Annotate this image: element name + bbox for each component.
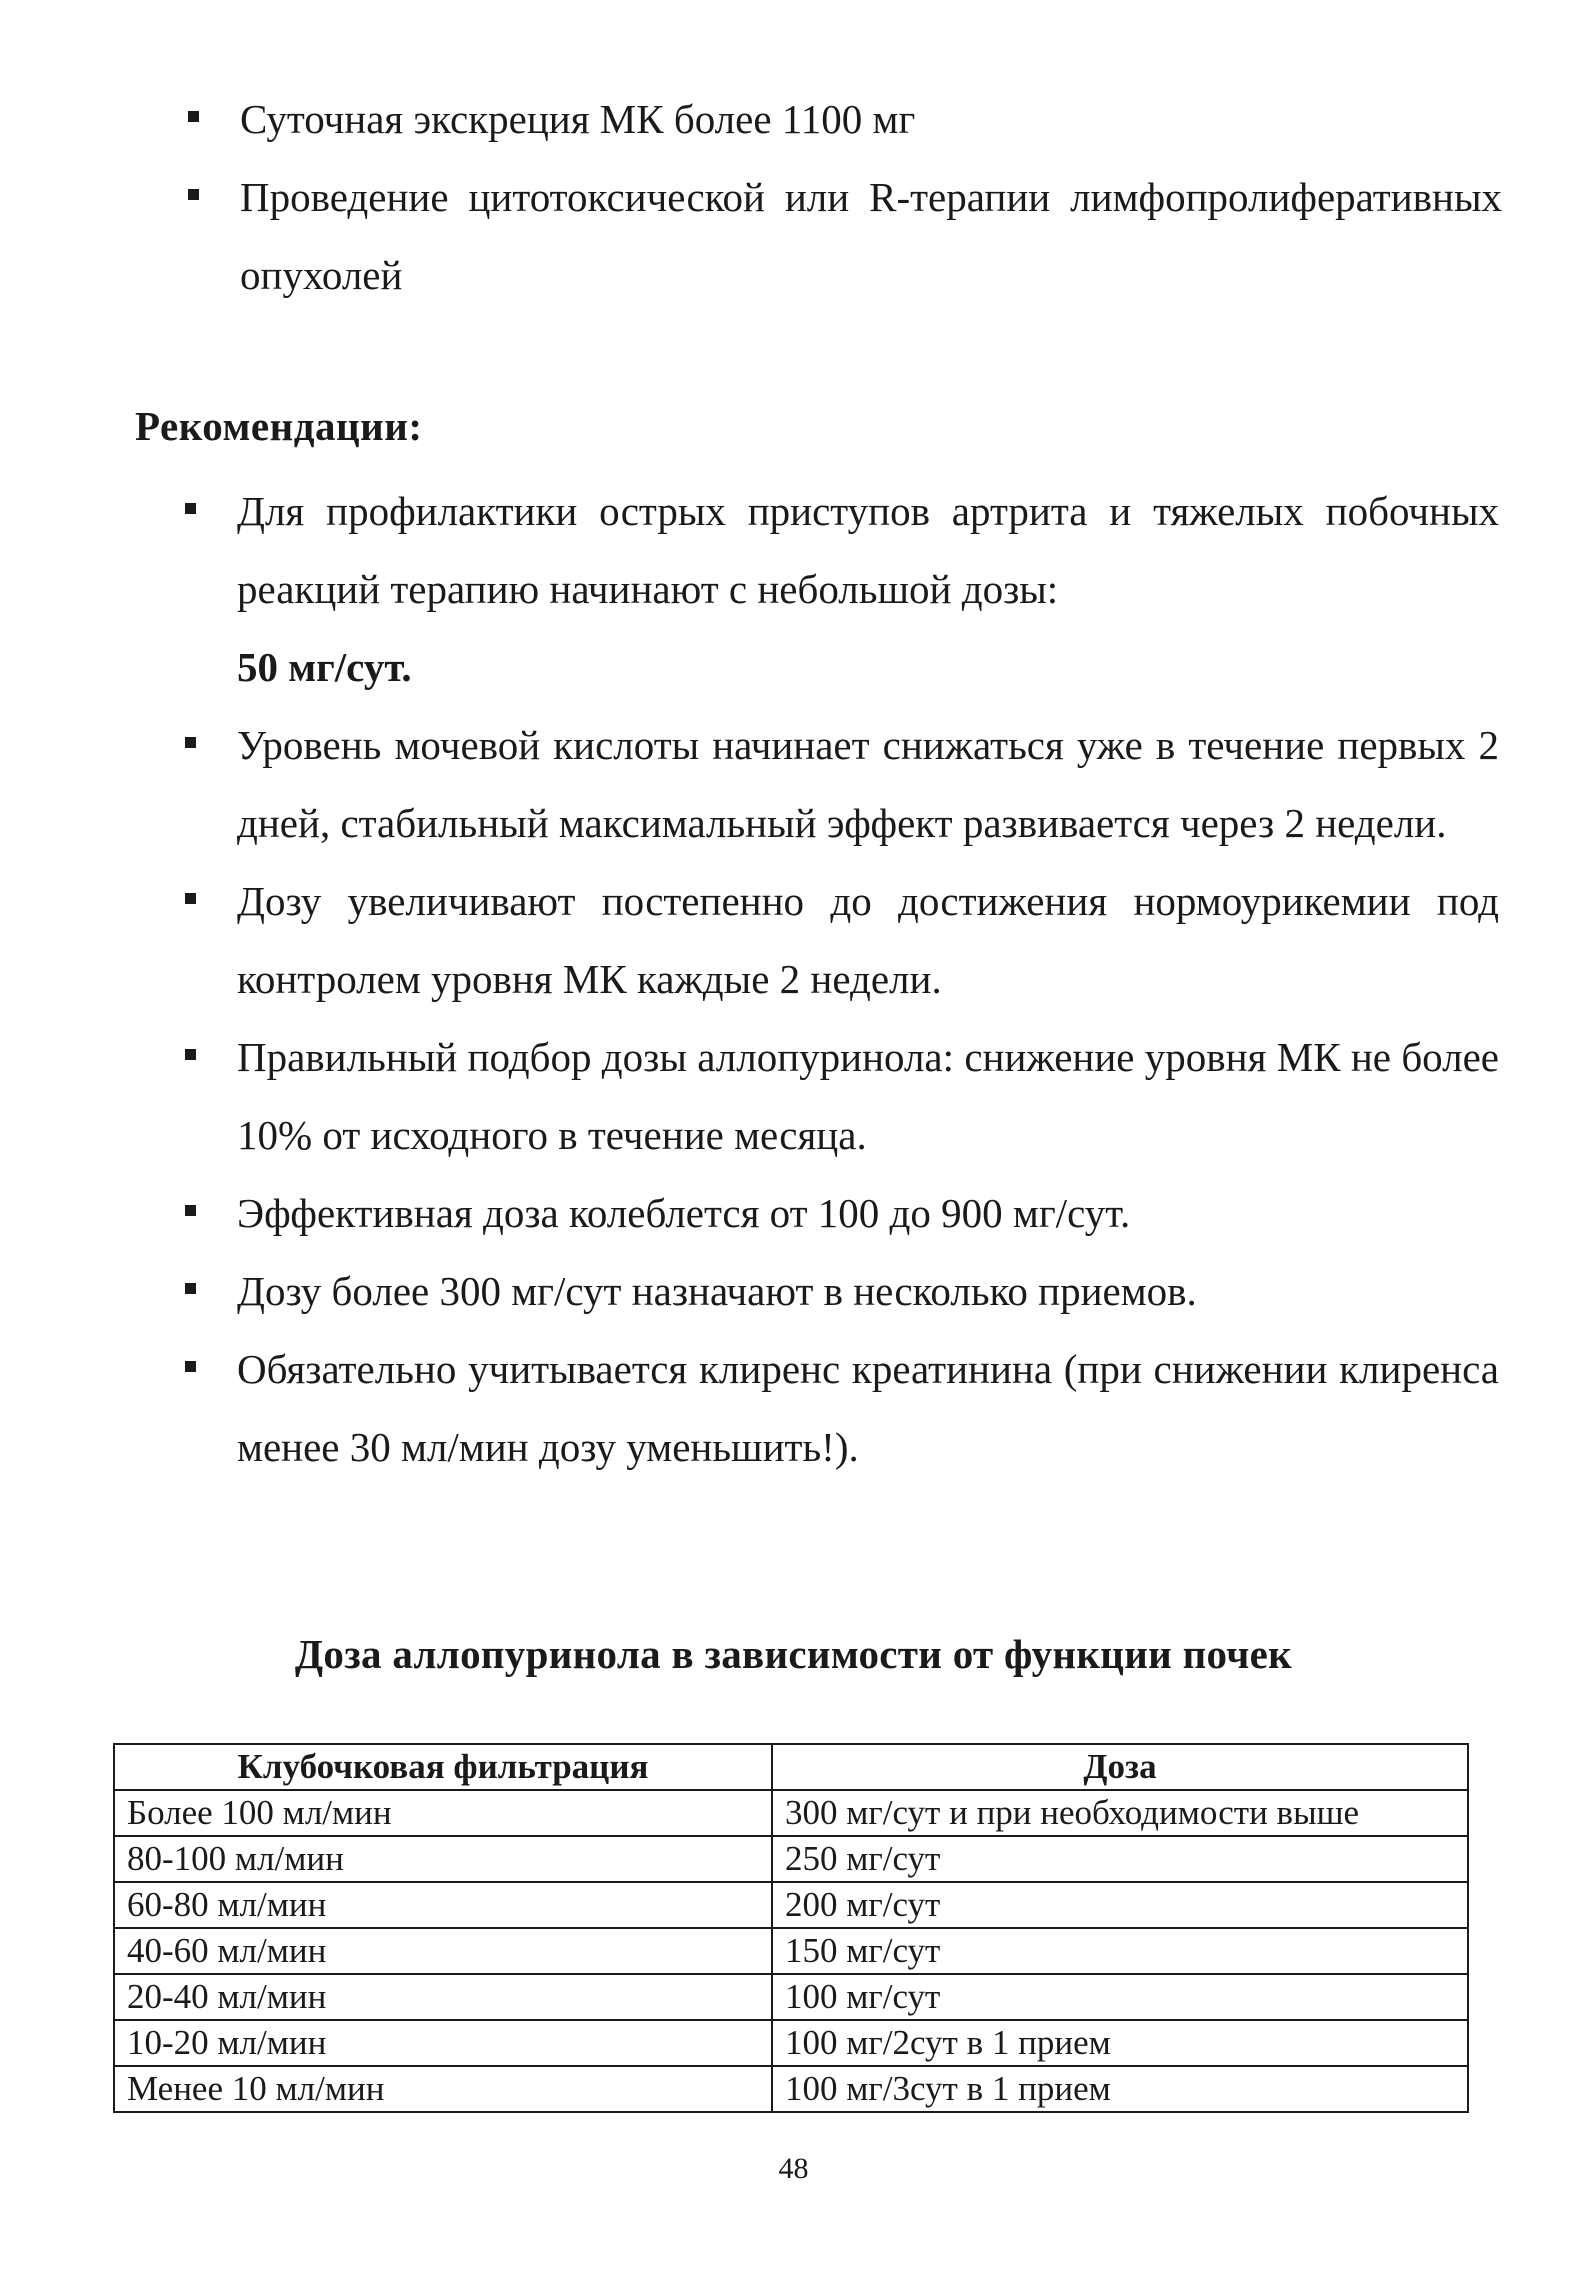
list-item [237, 1330, 1499, 1486]
filtration-cell: 80-100 мл/мин [114, 1836, 772, 1882]
table-row [114, 2020, 1468, 2066]
list-item [237, 862, 1499, 1018]
list-item [237, 1174, 1499, 1252]
bullet-square-icon [185, 1283, 196, 1294]
recommendations-list [237, 472, 1499, 1486]
filtration-cell: Менее 10 мл/мин [114, 2066, 772, 2112]
bullet-square-icon [188, 111, 199, 122]
dose-cell: 150 мг/сут [772, 1928, 1468, 1974]
bullet-text: Эффективная доза колеблется от 100 до 900 мг/сут. [237, 1190, 1131, 1236]
filtration-cell: 20-40 мл/мин [114, 1974, 772, 2020]
table-row [114, 1928, 1468, 1974]
table-row [114, 1882, 1468, 1928]
bullet-text: Суточная экскреция МК более 1100 мг [240, 96, 916, 142]
dose-cell: 250 мг/сут [772, 1836, 1468, 1882]
bullet-text: Обязательно учитывается клиренс креатинина (при снижении клиренса менее 30 мл/мин дозу уменьшить!). [237, 1346, 1499, 1470]
table-row [114, 1974, 1468, 2020]
list-item [240, 158, 1502, 314]
bullet-text: Уровень мочевой кислоты начинает снижаться уже в течение первых 2 дней, стабильный максимальный эффект развивается через 2 недели. [237, 722, 1499, 846]
column-header-dose: Доза [772, 1744, 1468, 1790]
bullet-square-icon [185, 1361, 196, 1372]
bullet-text: Проведение цитотоксической или R-терапии лимфопролиферативных опухолей [240, 174, 1502, 298]
dose-cell: 200 мг/сут [772, 1882, 1468, 1928]
table-title: Доза аллопуринола в зависимости от функции почек [294, 1631, 1293, 1677]
filtration-cell: Более 100 мл/мин [114, 1790, 772, 1836]
table-header-row [114, 1744, 1468, 1790]
dose-cell: 100 мг/2сут в 1 прием [772, 2020, 1468, 2066]
list-item [237, 706, 1499, 862]
bullet-square-icon [185, 1205, 196, 1216]
bullet-square-icon [185, 503, 196, 514]
list-item [237, 472, 1499, 706]
table-row [114, 1790, 1468, 1836]
list-item [237, 1018, 1499, 1174]
table-row [114, 2066, 1468, 2112]
dose-cell: 100 мг/3сут в 1 прием [772, 2066, 1468, 2112]
starting-dose: 50 мг/сут. [237, 644, 412, 690]
column-header-filtration: Клубочковая фильтрация [114, 1744, 772, 1790]
bullet-text: Дозу более 300 мг/сут назначают в несколько приемов. [237, 1268, 1197, 1314]
filtration-cell: 40-60 мл/мин [114, 1928, 772, 1974]
bullet-square-icon [188, 189, 199, 200]
page-number: 48 [778, 2152, 809, 2185]
table-row [114, 1836, 1468, 1882]
filtration-cell: 60-80 мл/мин [114, 1882, 772, 1928]
dose-cell: 100 мг/сут [772, 1974, 1468, 2020]
list-item [240, 80, 1502, 158]
recommendations-heading: Рекомендации: [135, 403, 423, 449]
bullet-text: Правильный подбор дозы аллопуринола: снижение уровня МК не более 10% от исходного в течение месяца. [237, 1034, 1499, 1158]
top-bullet-list [240, 80, 1502, 314]
bullet-square-icon [185, 737, 196, 748]
dose-table [113, 1743, 1469, 2113]
bullet-square-icon [185, 1049, 196, 1060]
bullet-text: Дозу увеличивают постепенно до достижения нормоурикемии под контролем уровня МК каждые 2 недели. [237, 878, 1499, 1002]
dose-cell: 300 мг/сут и при необходимости выше [772, 1790, 1468, 1836]
filtration-cell: 10-20 мл/мин [114, 2020, 772, 2066]
list-item [237, 1252, 1499, 1330]
bullet-text: Для профилактики острых приступов артрита и тяжелых побочных реакций терапию начинают с небольшой дозы: [237, 488, 1499, 612]
bullet-square-icon [185, 893, 196, 904]
